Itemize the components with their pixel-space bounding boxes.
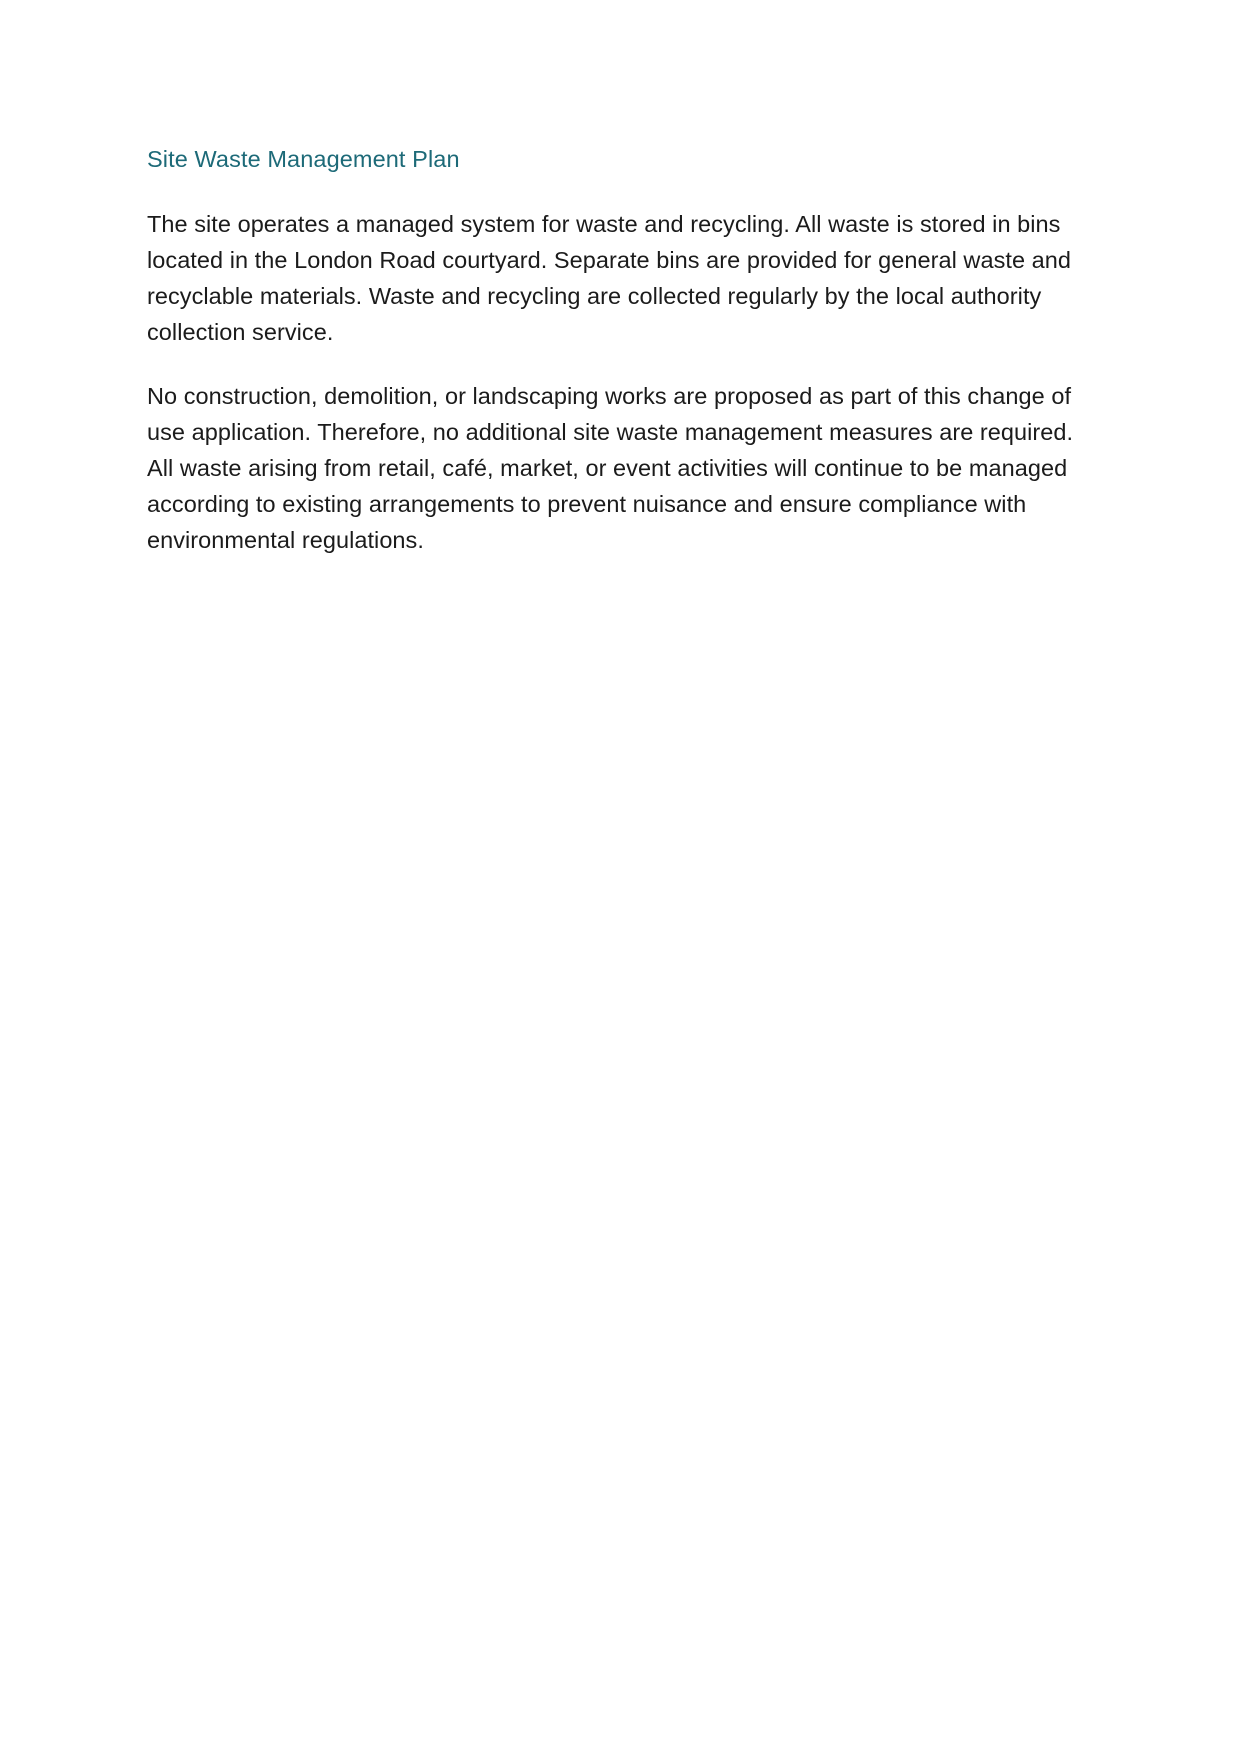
page-title: Site Waste Management Plan xyxy=(147,146,460,172)
paragraph-waste-management-system: The site operates a managed system for waste and recycling. All waste is stored in bins located in the London Road courtyard. Separate bins are provided for general waste and recyclable materials. Waste and recycling are collected regularly by the local authority collection service. xyxy=(147,210,1072,345)
document-content xyxy=(147,144,1077,558)
paragraph-no-construction-works: No construction, demolition, or landscaping works are proposed as part of this change of use application. Therefore, no additional site waste management measures are required. All waste arising from retail, café, market, or event activities will continue to be managed according to existing arrangements to prevent nuisance and ensure compliance with environmental regulations. xyxy=(147,382,1074,553)
